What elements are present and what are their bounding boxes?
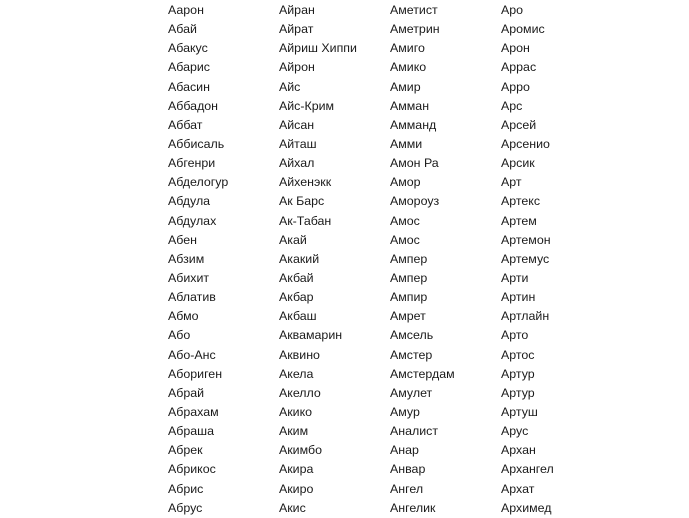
name-item: Акимбо xyxy=(279,443,322,458)
name-item: Акела xyxy=(279,366,314,381)
name-item: Амор xyxy=(390,175,421,190)
name-item: Абакус xyxy=(168,41,208,56)
name-item: Ампер xyxy=(390,251,428,266)
name-item: Ангелик xyxy=(390,500,436,515)
names-column-4 xyxy=(501,1,554,518)
name-item: Абгенри xyxy=(168,156,216,171)
name-item: Аарон xyxy=(168,3,204,17)
name-item: Ампер xyxy=(390,270,428,285)
name-item: Абен xyxy=(168,232,197,247)
name-item: Аббат xyxy=(168,117,203,132)
name-item: Артур xyxy=(501,385,535,400)
name-item: Амиго xyxy=(390,41,425,56)
name-item: Артур xyxy=(501,366,535,381)
name-item: Амрет xyxy=(390,309,426,324)
name-item: Абрус xyxy=(168,500,203,515)
name-item: Артуш xyxy=(501,404,538,419)
name-item: Артлайн xyxy=(501,309,550,324)
name-item: Або-Анс xyxy=(168,347,216,362)
name-item: Аквино xyxy=(279,347,320,362)
names-column-2 xyxy=(279,1,357,518)
name-item: Аббадон xyxy=(168,98,219,113)
name-item: Амулет xyxy=(390,385,433,400)
name-item: Арус xyxy=(501,424,529,439)
name-item: Аббисаль xyxy=(168,136,225,151)
name-item: Абихит xyxy=(168,270,210,285)
name-item: Ампир xyxy=(390,290,428,305)
name-item: Аким xyxy=(279,424,309,439)
name-item: Акакий xyxy=(279,251,320,266)
name-item: Амур xyxy=(390,404,420,419)
name-item: Абориген xyxy=(168,366,223,381)
name-item: Амми xyxy=(390,136,423,151)
name-item: Акира xyxy=(279,462,314,477)
name-item: Айс xyxy=(279,79,301,94)
name-item: Акис xyxy=(279,500,306,515)
name-item: Айташ xyxy=(279,136,317,151)
name-item: Аррас xyxy=(501,60,537,75)
names-column-3 xyxy=(390,1,455,518)
name-item: Артос xyxy=(501,347,535,362)
name-item: Айрон xyxy=(279,60,315,75)
name-item: Абрис xyxy=(168,481,204,496)
name-item: Архимед xyxy=(501,500,552,515)
name-item: Акбай xyxy=(279,270,314,285)
name-item: Абзим xyxy=(168,251,205,266)
name-item: Амманд xyxy=(390,117,437,132)
name-item: Амон Ра xyxy=(390,156,439,171)
name-item: Анвар xyxy=(390,462,426,477)
name-item: Айсан xyxy=(279,117,315,132)
name-item: Амстер xyxy=(390,347,433,362)
name-item: Аблатив xyxy=(168,290,216,305)
name-item: Абай xyxy=(168,22,197,37)
name-item: Амсель xyxy=(390,328,434,343)
name-item: Арти xyxy=(501,270,529,285)
name-item: Аромис xyxy=(501,22,545,37)
name-item: Аметист xyxy=(390,3,438,17)
name-item: Арсей xyxy=(501,117,537,132)
name-item: Арсенио xyxy=(501,136,550,151)
name-item: Абрай xyxy=(168,385,205,400)
names-column-1 xyxy=(168,1,228,518)
name-item: Арт xyxy=(501,175,522,190)
name-item: Акай xyxy=(279,232,307,247)
name-item: Абрахам xyxy=(168,404,219,419)
name-item: Амстердам xyxy=(390,366,455,381)
name-item: Абарис xyxy=(168,60,210,75)
name-item: Архангел xyxy=(501,462,554,477)
name-item: Айс-Крим xyxy=(279,98,335,113)
name-item: Архат xyxy=(501,481,535,496)
name-item: Абрикос xyxy=(168,462,216,477)
name-item: Аналист xyxy=(390,424,439,439)
name-item: Абмо xyxy=(168,309,199,324)
name-item: Амос xyxy=(390,213,420,228)
name-item: Акбар xyxy=(279,290,314,305)
name-item: Амико xyxy=(390,60,427,75)
name-item: Артекс xyxy=(501,194,541,209)
name-item: Амос xyxy=(390,232,420,247)
name-item: Ангел xyxy=(390,481,424,496)
name-item: Артемус xyxy=(501,251,550,266)
name-item: Артем xyxy=(501,213,537,228)
name-item: Арон xyxy=(501,41,530,56)
name-item: Архан xyxy=(501,443,536,458)
name-item: Айрат xyxy=(279,22,314,37)
name-item: Акбаш xyxy=(279,309,317,324)
name-item: Аквамарин xyxy=(279,328,343,343)
name-item: Амороуз xyxy=(390,194,440,209)
name-item: Айриш Хиппи xyxy=(279,41,357,56)
name-item: Айхенэкк xyxy=(279,175,332,190)
name-item: Абасин xyxy=(168,79,210,94)
name-item: Айран xyxy=(279,3,315,17)
name-item: Артин xyxy=(501,290,536,305)
name-item: Артемон xyxy=(501,232,551,247)
name-item: Абдулах xyxy=(168,213,217,228)
name-item: Абраша xyxy=(168,424,214,439)
name-item: Айхал xyxy=(279,156,315,171)
name-item: Абдула xyxy=(168,194,211,209)
name-item: Абрек xyxy=(168,443,203,458)
name-item: Ак Барс xyxy=(279,194,325,209)
name-item: Аро xyxy=(501,3,524,17)
name-item: Абделогур xyxy=(168,175,229,190)
name-item: Анар xyxy=(390,443,419,458)
name-item: Ак-Табан xyxy=(279,213,332,228)
name-item: Амман xyxy=(390,98,430,113)
name-item: Акиро xyxy=(279,481,314,496)
name-item: Акелло xyxy=(279,385,321,400)
name-item: Амир xyxy=(390,79,421,94)
name-item: Арро xyxy=(501,79,530,94)
name-item: Аметрин xyxy=(390,22,440,37)
name-item: Арто xyxy=(501,328,529,343)
name-item: Арс xyxy=(501,98,523,113)
name-item: Арсик xyxy=(501,156,535,171)
name-item: Або xyxy=(168,328,191,343)
name-item: Акико xyxy=(279,404,313,419)
